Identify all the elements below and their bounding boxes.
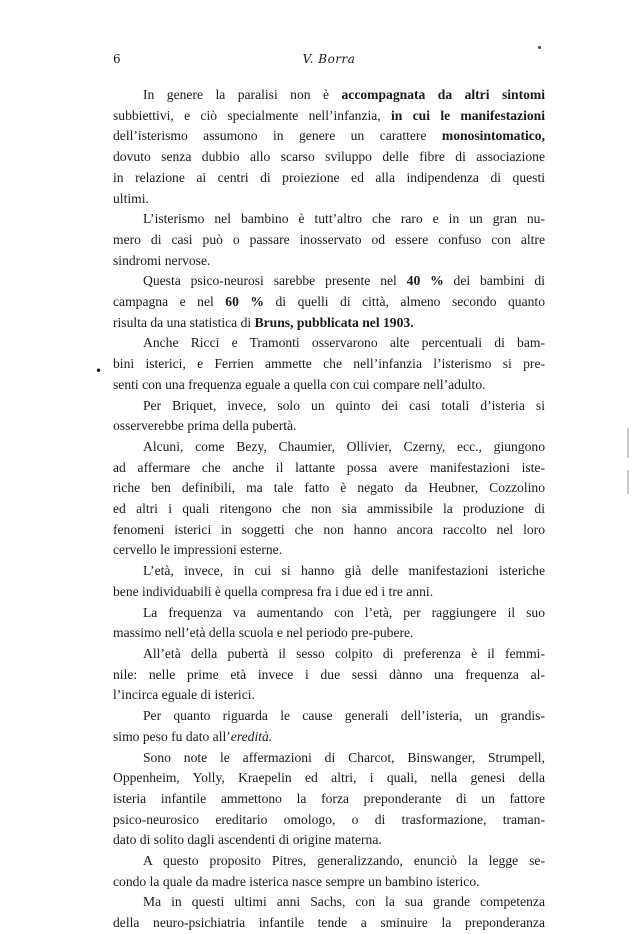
text-line <box>113 478 545 499</box>
text-line <box>113 313 545 334</box>
text-run: sindromi nervose. <box>113 252 211 268</box>
text-run: della neuro-psichiatria infantile tende a sminuire la preponderanza <box>113 915 545 931</box>
text-run: Per quanto riguarda le cause generali dell’isteria, un grandis- <box>143 708 545 724</box>
margin-mark: • <box>95 364 103 378</box>
text-run: l’incirca eguale di isterici. <box>113 687 255 703</box>
text-line <box>113 437 545 458</box>
text-line <box>113 540 545 561</box>
page-header <box>113 52 545 72</box>
text-line <box>113 561 545 582</box>
text-run: simo peso fu dato all’ <box>113 728 231 744</box>
text-line <box>113 520 545 541</box>
text-line <box>113 458 545 479</box>
text-line <box>113 685 545 706</box>
paragraph <box>113 561 545 602</box>
text-line <box>113 499 545 520</box>
bold-text: 60 % <box>225 294 264 310</box>
right-edge-mark <box>627 470 629 494</box>
text-run: riche ben definibili, ma tale fatto è negato da Heubner, Cozzolino <box>113 480 545 496</box>
paragraph <box>113 396 545 437</box>
text-run: dato di solito dagli ascendenti di origine materna. <box>113 832 382 848</box>
text-line <box>113 147 545 168</box>
bold-text: monosintomatico, <box>441 128 545 144</box>
bold-text: Bruns, pubblicata nel 1903. <box>254 314 414 330</box>
text-run: senti con una frequenza eguale a quella con cui compare nell’adulto. <box>113 376 486 392</box>
text-run: campagna e nel <box>113 294 226 310</box>
text-line <box>113 727 545 748</box>
text-line <box>113 872 545 893</box>
text-line <box>113 271 545 292</box>
text-line <box>113 416 545 437</box>
paragraph <box>113 644 545 706</box>
text-line <box>113 582 545 603</box>
text-run: Per Briquet, invece, solo un quinto dei casi totali d’isteria si <box>143 397 545 413</box>
text-line <box>113 209 545 230</box>
text-line <box>113 603 545 624</box>
text-line <box>113 396 545 417</box>
text-run: Sono note le affermazioni di Charcot, Binswanger, Strumpell, <box>143 749 545 765</box>
text-line <box>113 830 545 851</box>
text-run: Alcuni, come Bezy, Chaumier, Ollivier, Czerny, ecc., giungono <box>143 438 545 454</box>
right-edge-mark <box>627 428 629 458</box>
paragraph <box>113 851 545 892</box>
text-run: ad affermare che anche il lattante possa avere manifestazioni iste- <box>113 459 545 475</box>
paragraph <box>113 603 545 644</box>
text-run: Ma in questi ultimi anni Sachs, con la sua grande competenza <box>143 894 545 910</box>
text-run: dei bambini di <box>443 273 545 289</box>
paragraph <box>113 437 545 561</box>
text-line <box>113 85 545 106</box>
top-right-speck <box>538 46 541 49</box>
text-run: nile: nelle prime età invece i due sessi dànno una frequenza al- <box>113 666 545 682</box>
text-line <box>113 126 545 147</box>
text-line <box>113 292 545 313</box>
text-line <box>113 354 545 375</box>
text-run: in relazione ai centri di proiezione ed alla indipendenza di questi <box>113 169 545 185</box>
text-run: Questa psico-neurosi sarebbe presente nel <box>143 273 407 289</box>
text-line <box>113 106 545 127</box>
text-run: In genere la paralisi non è <box>143 87 342 102</box>
text-run: fenomeni isterici in soggetti che non hanno ancora raccolto nel loro <box>113 521 545 537</box>
text-line <box>113 168 545 189</box>
paragraph <box>113 748 545 852</box>
text-run: subbiettivi, e ciò specialmente nell’infanzia, <box>113 107 391 123</box>
text-run: di quelli di città, almeno secondo quanto <box>263 294 546 310</box>
text-line <box>113 665 545 686</box>
paragraph <box>113 706 545 747</box>
text-line <box>113 706 545 727</box>
text-run: All’età della pubertà il sesso colpito di preferenza è il femmi- <box>143 645 545 661</box>
text-run: massimo nell’età della scuola e nel periodo pre-pubere. <box>113 625 414 641</box>
text-line <box>113 333 545 354</box>
italic-text: eredità. <box>230 728 273 744</box>
text-line <box>113 230 545 251</box>
text-run: psico-neurosico ereditario omologo, o di trasformazione, traman- <box>113 811 545 827</box>
text-run: A questo proposito Pitres, generalizzando, enunciò la legge se- <box>143 853 545 869</box>
paragraph <box>113 333 545 395</box>
text-run: L’isterismo nel bambino è tutt’altro che raro e in un gran nu- <box>143 211 545 227</box>
paragraph <box>113 85 545 209</box>
text-run: ultimi. <box>113 190 149 206</box>
text-line <box>113 251 545 272</box>
text-line <box>113 810 545 831</box>
bold-text: accompagnata da altri sintomi <box>341 87 545 102</box>
text-line <box>113 851 545 872</box>
body-text <box>113 85 545 934</box>
text-run: La frequenza va aumentando con l’età, per raggiungere il suo <box>143 604 545 620</box>
text-run: bini isterici, e Ferrien ammette che nell’infanzia l’isterismo si pre- <box>113 356 545 372</box>
text-line <box>113 789 545 810</box>
text-run: bene individuabili è quella compresa fra i due ed i tre anni. <box>113 583 434 599</box>
text-line <box>113 623 545 644</box>
text-run: osserverebbe prima della pubertà. <box>113 418 297 434</box>
text-run: risulta da una statistica di <box>113 314 255 330</box>
text-run: mero di casi può o passare inosservato od essere confuso con altre <box>113 231 545 247</box>
text-run: cervello le impressioni esterne. <box>113 542 283 558</box>
text-line <box>113 375 545 396</box>
text-run: L’età, invece, in cui si hanno già delle manifestazioni isteriche <box>143 563 545 579</box>
page-number: 6 <box>113 52 121 66</box>
text-run: condo la quale da madre isterica nasce sempre un bambino isterico. <box>113 873 480 889</box>
bold-text: 40 % <box>406 273 444 289</box>
text-run: dell’isterismo assumono in genere un carattere <box>113 128 442 144</box>
text-line <box>113 748 545 769</box>
text-run: dovuto senza dubbio allo scarso sviluppo delle fibre di associazione <box>113 149 545 165</box>
text-run: Oppenheim, Yolly, Kraepelin ed altri, i quali, nella genesi della <box>113 770 545 786</box>
paragraph <box>113 892 545 933</box>
text-line <box>113 189 545 210</box>
text-line <box>113 892 545 913</box>
running-head: V. Borra <box>302 52 356 66</box>
paragraph <box>113 271 545 333</box>
paragraph <box>113 209 545 271</box>
bold-text: in cui le manifestazioni <box>391 107 546 123</box>
text-run: Anche Ricci e Tramonti osservarono alte percentuali di bam- <box>143 335 545 351</box>
text-line <box>113 768 545 789</box>
text-run: ed altri i quali ritengono che non sia ammissibile la produzione di <box>113 501 545 517</box>
text-line <box>113 644 545 665</box>
text-run: isteria infantile ammettono la forza preponderante di un fattore <box>113 790 545 806</box>
text-line <box>113 913 545 934</box>
